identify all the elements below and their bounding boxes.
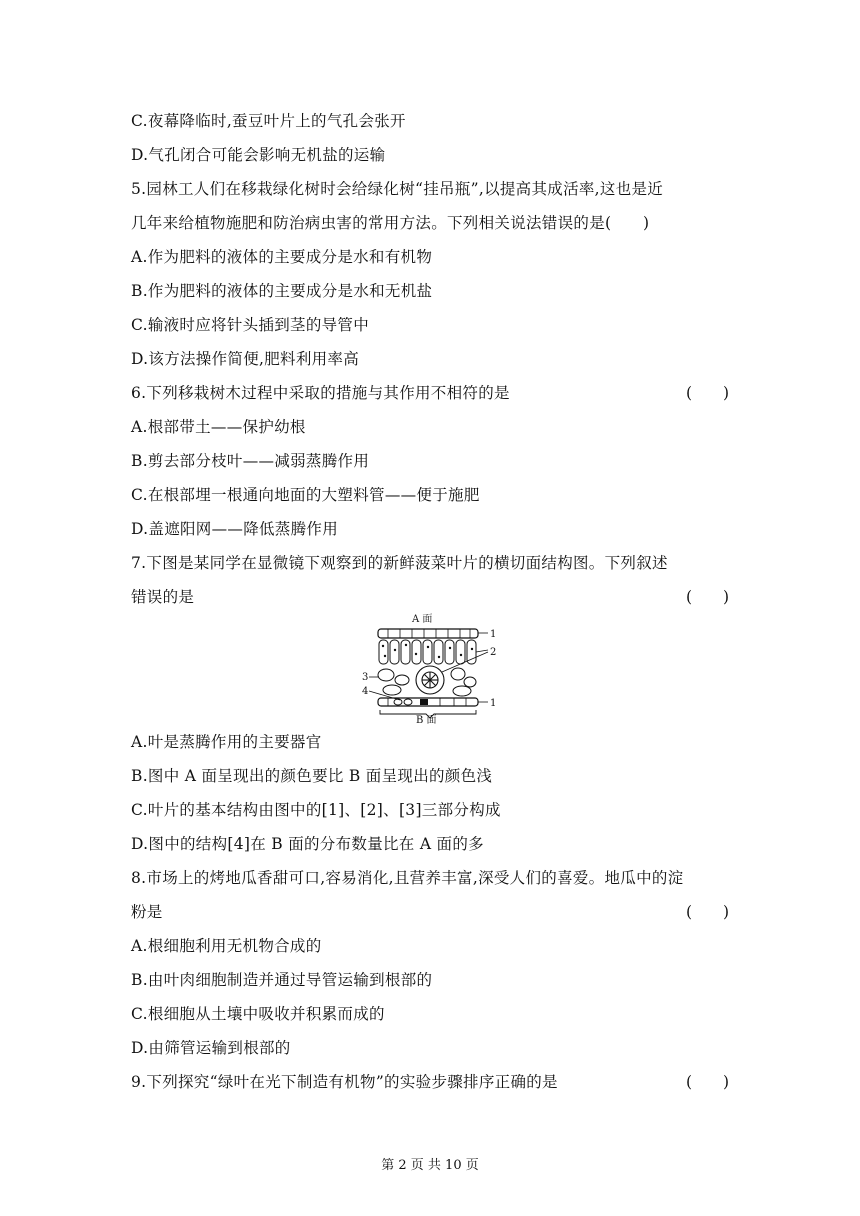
q6-option-b: B.剪去部分枝叶——减弱蒸腾作用 xyxy=(131,452,370,470)
q4-option-c: C.夜幕降临时,蚕豆叶片上的气孔会张开 xyxy=(131,112,406,130)
q5-option-a: A.作为肥料的液体的主要成分是水和有机物 xyxy=(131,248,433,266)
q6-option-a: A.根部带土——保护幼根 xyxy=(131,418,306,436)
q7-option-a: A.叶是蒸腾作用的主要器官 xyxy=(131,733,322,751)
q7-option-b: B.图中 A 面呈现出的颜色要比 B 面呈现出的颜色浅 xyxy=(131,767,493,785)
palisade-tissue xyxy=(379,640,476,664)
q6-option-d: D.盖遮阳网——降低蒸腾作用 xyxy=(131,520,339,538)
upper-epidermis xyxy=(378,629,478,638)
figure-label-a-side: A 面 xyxy=(412,614,433,625)
figure-label-b-side: B 面 xyxy=(416,715,437,724)
q7-stem-line1: 7.下图是某同学在显微镜下观察到的新鲜菠菜叶片的横切面结构图。下列叙述 xyxy=(131,554,668,572)
figure-label-1-lower: 1 xyxy=(490,698,497,709)
q9-stem: 9.下列探究“绿叶在光下制造有机物”的实验步骤排序正确的是 xyxy=(131,1073,558,1091)
figure-label-4: 4 xyxy=(362,686,369,697)
q7-option-c: C.叶片的基本结构由图中的[1]、[2]、[3]三部分构成 xyxy=(131,801,501,819)
q8-option-a: A.根细胞利用无机物合成的 xyxy=(131,937,322,955)
q7-stem-line2: 错误的是 xyxy=(131,588,195,606)
q7-answer-blank: ( ) xyxy=(686,588,730,606)
q6-option-c: C.在根部埋一根通向地面的大塑料管——便于施肥 xyxy=(131,486,480,504)
q8-answer-blank: ( ) xyxy=(686,903,730,921)
q6-answer-blank: ( ) xyxy=(686,384,730,402)
q7-option-d: D.图中的结构[4]在 B 面的分布数量比在 A 面的多 xyxy=(131,835,484,853)
q8-option-d: D.由筛管运输到根部的 xyxy=(131,1039,291,1057)
leaf-vein xyxy=(416,666,444,694)
stoma xyxy=(394,699,412,705)
q8-option-b: B.由叶肉细胞制造并通过导管运输到根部的 xyxy=(131,971,433,989)
q9-answer-blank: ( ) xyxy=(686,1073,730,1091)
q4-option-d: D.气孔闭合可能会影响无机盐的运输 xyxy=(131,146,386,164)
q5-stem-line2: 几年来给植物施肥和防治病虫害的常用方法。下列相关说法错误的是( ) xyxy=(131,214,650,232)
q5-option-c: C.输液时应将针头插到茎的导管中 xyxy=(131,316,370,334)
figure-label-2: 2 xyxy=(490,647,497,658)
q6-stem: 6.下列移栽树木过程中采取的措施与其作用不相符的是 xyxy=(131,384,510,402)
page-footer: 第 2 页 共 10 页 xyxy=(381,1158,479,1173)
q5-option-d: D.该方法操作简便,肥料利用率高 xyxy=(131,350,360,368)
figure-label-3: 3 xyxy=(362,672,369,683)
leaf-cross-section-figure xyxy=(362,612,512,724)
figure-label-1-upper: 1 xyxy=(490,629,497,640)
q8-stem-line2: 粉是 xyxy=(131,903,163,921)
q8-option-c: C.根细胞从土壤中吸收并积累而成的 xyxy=(131,1005,385,1023)
q5-stem-line1: 5.园林工人们在移栽绿化树时会给绿化树“挂吊瓶”,以提高其成活率,这也是近 xyxy=(131,180,664,198)
q8-stem-line1: 8.市场上的烤地瓜香甜可口,容易消化,且营养丰富,深受人们的喜爱。地瓜中的淀 xyxy=(131,869,684,887)
q5-option-b: B.作为肥料的液体的主要成分是水和无机盐 xyxy=(131,282,433,300)
